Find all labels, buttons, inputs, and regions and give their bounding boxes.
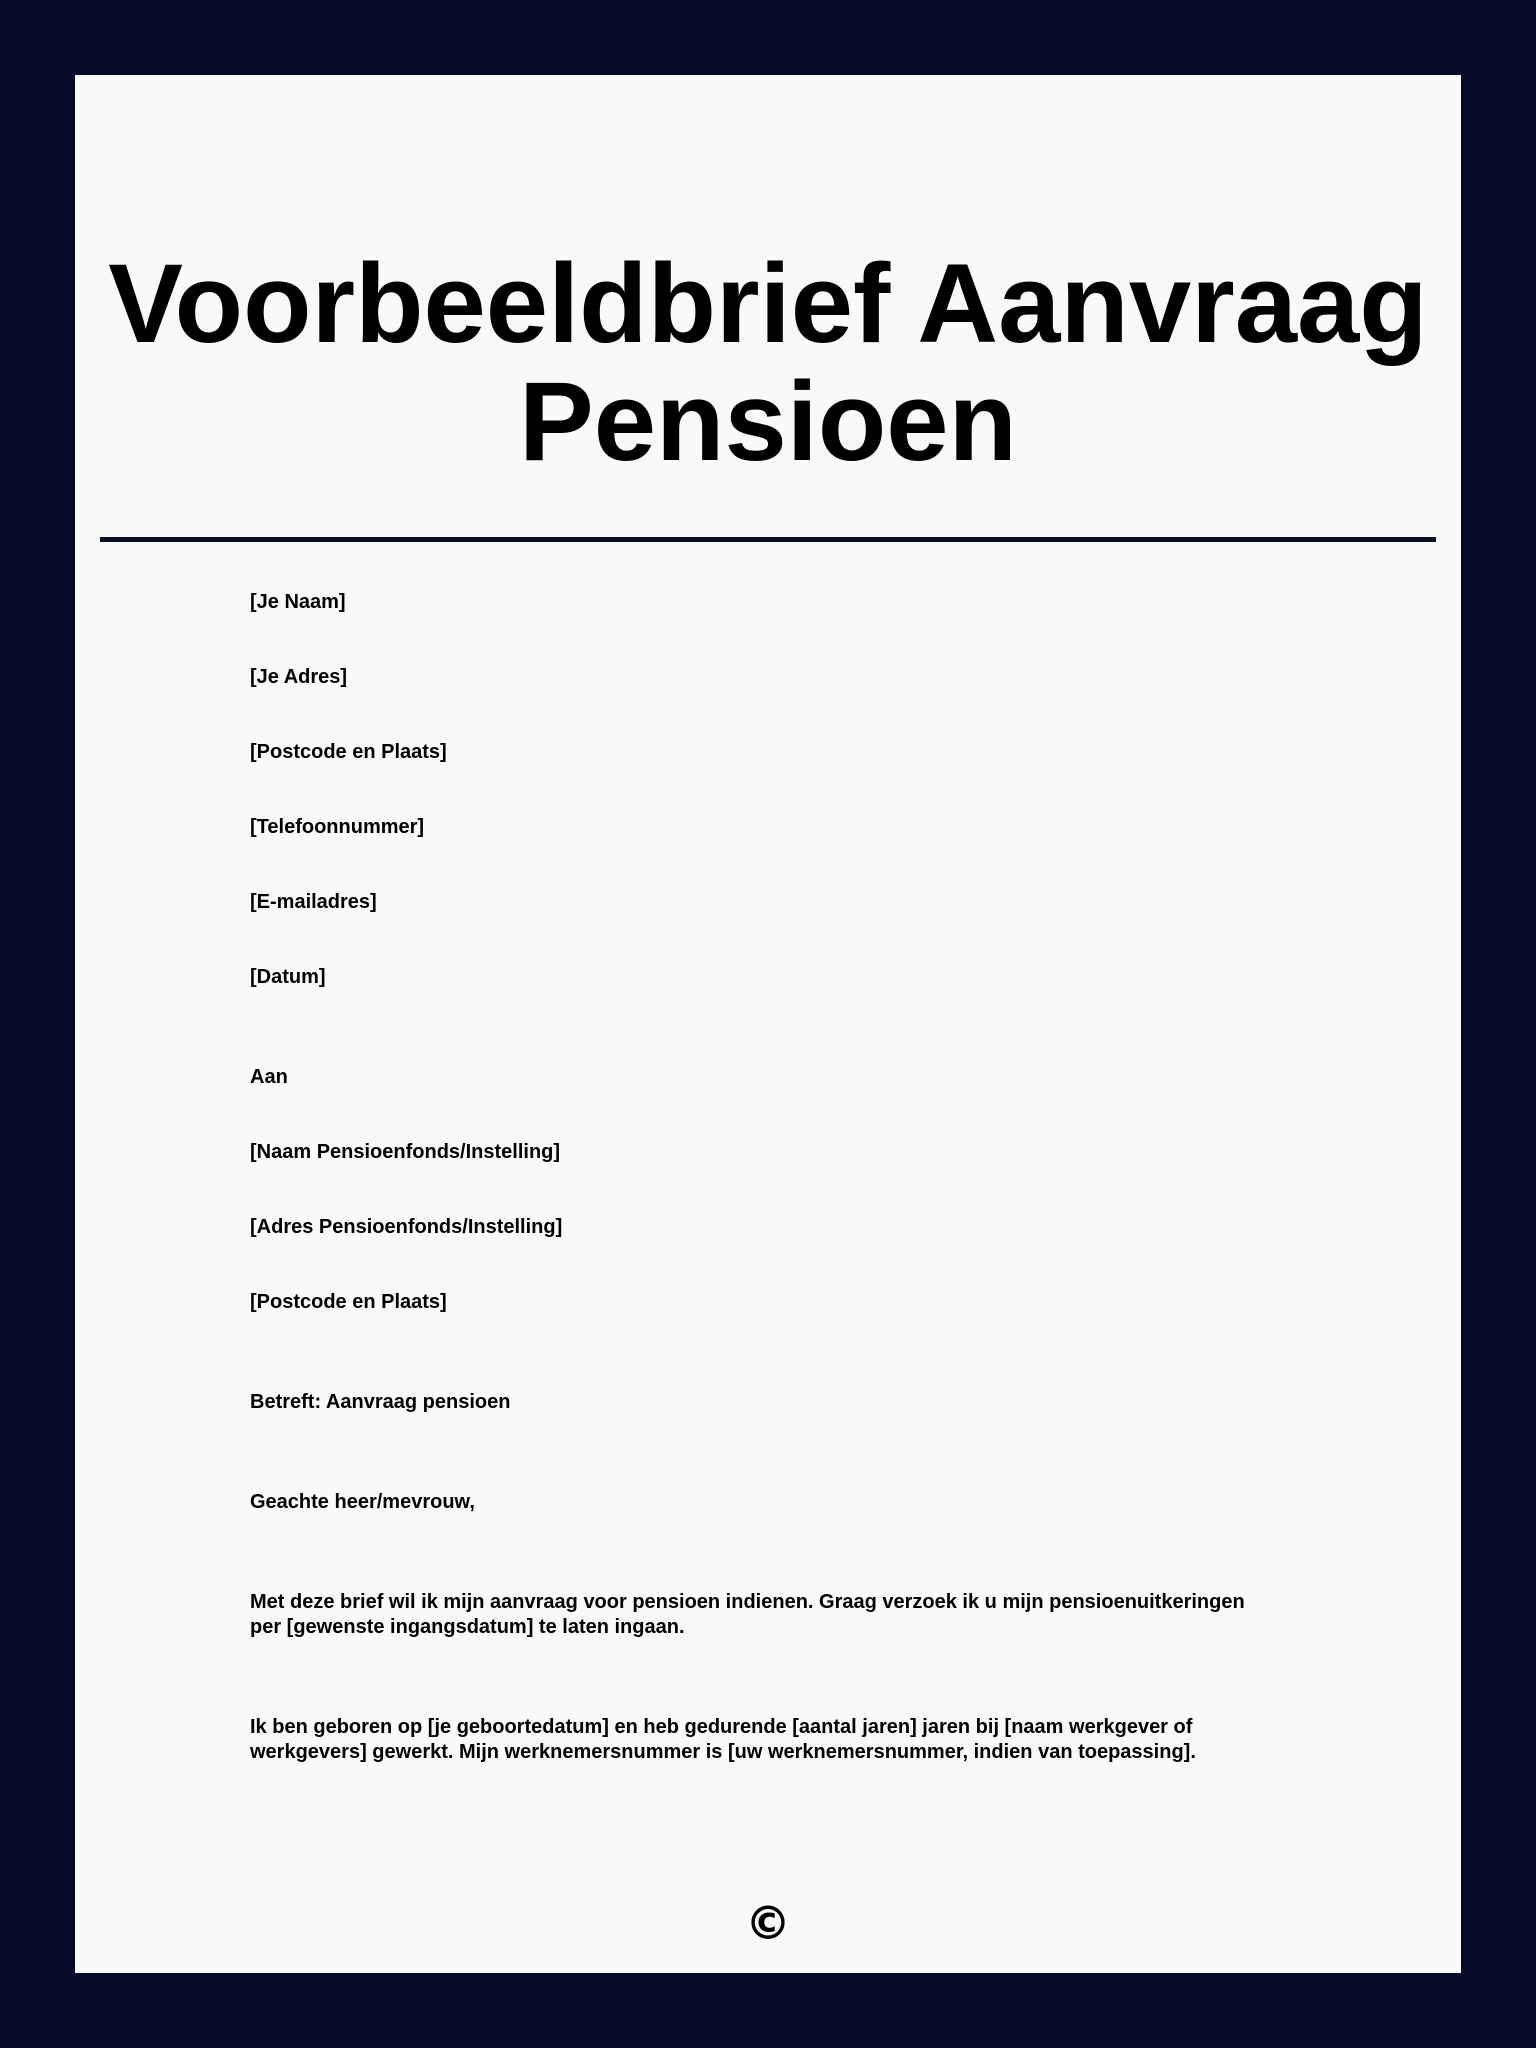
letter-page bbox=[75, 75, 1461, 1973]
copyright-icon: © bbox=[745, 1896, 791, 1950]
sender-phone: [Telefoonnummer] bbox=[250, 816, 425, 838]
recipient-postcode-city: [Postcode en Plaats] bbox=[250, 1291, 447, 1313]
sender-email: [E-mailadres] bbox=[250, 891, 377, 913]
page-title: Voorbeeldbrief Aanvraag Pensioen bbox=[108, 241, 1428, 484]
body-paragraph-2: Ik ben geboren op [je geboortedatum] en heb gedurende [aantal jaren] jaren bij [naam werkgever of werkgevers] gewerkt. Mijn werknemersnummer is [uw werknemersnummer, indien van toepassing]. bbox=[250, 1716, 1196, 1763]
sender-address: [Je Adres] bbox=[250, 666, 348, 688]
sender-name: [Je Naam] bbox=[250, 591, 346, 613]
recipient-label: Aan bbox=[250, 1066, 288, 1088]
letter-subject: Betreft: Aanvraag pensioen bbox=[250, 1391, 511, 1413]
sender-postcode-city: [Postcode en Plaats] bbox=[250, 741, 447, 763]
title-divider bbox=[100, 537, 1436, 542]
letter-salutation: Geachte heer/mevrouw, bbox=[250, 1491, 475, 1513]
letter-date: [Datum] bbox=[250, 966, 326, 988]
recipient-name: [Naam Pensioenfonds/Instelling] bbox=[250, 1141, 561, 1163]
body-paragraph-1: Met deze brief wil ik mijn aanvraag voor pensioen indienen. Graag verzoek ik u mijn pensioenuitkeringen per [gewenste ingangsdatum] te laten ingaan. bbox=[250, 1591, 1245, 1638]
recipient-address: [Adres Pensioenfonds/Instelling] bbox=[250, 1216, 563, 1238]
